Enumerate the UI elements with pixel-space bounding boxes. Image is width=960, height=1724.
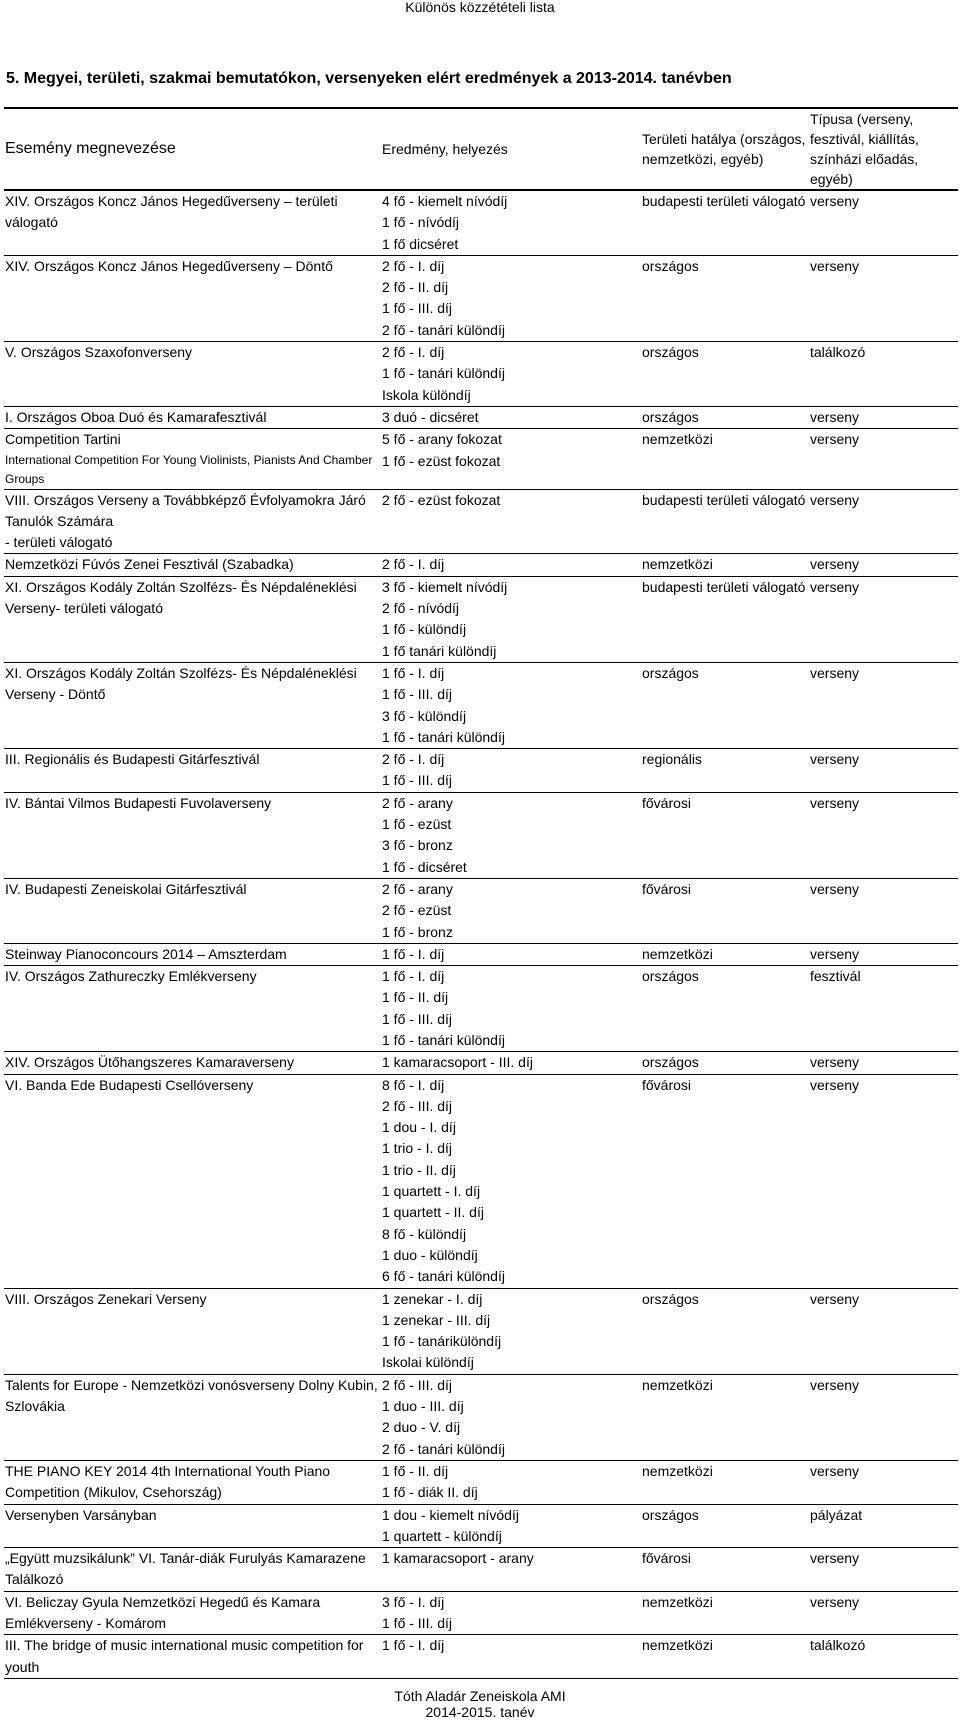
event-name-text: „Együtt muzsikálunk” VI. Tanár-diák Furulyás Kamarazene Találkozó	[5, 1550, 366, 1588]
table-row	[4, 554, 958, 576]
event-name	[4, 429, 381, 489]
event-name	[4, 406, 381, 428]
event-type: verseny	[809, 576, 958, 662]
result-item: 1 fő - nívódíj	[382, 214, 460, 231]
result-item: 1 fő - tanárikülöndíj	[382, 1333, 502, 1350]
event-scope: nemzetközi	[641, 1460, 809, 1504]
event-scope: országos	[641, 1288, 809, 1374]
result-item: 1 fő - I. díj	[382, 1637, 445, 1654]
result-list	[381, 554, 641, 576]
result-item: 2 fő - tanári különdíj	[382, 1440, 505, 1457]
result-item: 6 fő - tanári különdíj	[382, 1268, 505, 1285]
event-name-text: XI. Országos Kodály Zoltán Szolfézs- És Népdaléneklési Verseny - Döntő	[5, 664, 357, 703]
table-row	[4, 342, 958, 407]
result-item: 2 fő - III. díj	[382, 1097, 453, 1114]
event-name-text: XI. Országos Kodály Zoltán Szolfézs- És Népdaléneklési Verseny- területi válogató	[5, 578, 357, 617]
result-item: 5 fő - arany fokozat	[382, 431, 502, 448]
event-name	[4, 576, 381, 662]
result-list	[381, 489, 641, 554]
event-scope: nemzetközi	[641, 554, 809, 576]
event-scope: nemzetközi	[641, 1591, 809, 1635]
result-item: 1 trio - I. díj	[382, 1140, 453, 1157]
event-scope: budapesti területi válogató	[641, 489, 809, 554]
table-row	[4, 1504, 958, 1548]
result-item: 1 fő tanári különdíj	[382, 642, 497, 659]
event-scope: országos	[641, 1504, 809, 1548]
event-type: verseny	[809, 255, 958, 341]
result-item: 1 kamaracsoport - III. díj	[382, 1054, 533, 1071]
event-type: verseny	[809, 1591, 958, 1635]
table-row	[4, 1074, 958, 1288]
result-item: 1 kamaracsoport - arany	[382, 1550, 534, 1567]
result-item: 1 quartett - II. díj	[382, 1204, 484, 1221]
result-item: 1 zenekar - III. díj	[382, 1311, 491, 1328]
event-name-text: Competition Tartini	[5, 431, 121, 448]
result-list	[381, 1288, 641, 1374]
result-list	[381, 576, 641, 662]
result-item: 1 fő - tanári különdíj	[382, 728, 505, 745]
event-type: verseny	[809, 1374, 958, 1460]
event-scope: országos	[641, 662, 809, 748]
result-list	[381, 1460, 641, 1504]
result-item: 3 fő - kiemelt nívódíj	[382, 578, 508, 595]
result-list	[381, 1052, 641, 1074]
event-type: fesztivál	[809, 966, 958, 1052]
event-scope: nemzetközi	[641, 429, 809, 489]
result-item: 2 fő - arany	[382, 880, 453, 897]
table-header-row	[4, 108, 958, 190]
event-scope: nemzetközi	[641, 1635, 809, 1679]
column-header-event: Esemény megnevezése	[4, 108, 381, 190]
table-row	[4, 1548, 958, 1592]
event-scope: regionális	[641, 749, 809, 793]
event-name	[4, 1548, 381, 1592]
event-scope: országos	[641, 342, 809, 407]
event-type: verseny	[809, 406, 958, 428]
section-title: 5. Megyei, területi, szakmai bemutatókon, versenyeken elért eredmények a 2013-2014. tanévben	[6, 70, 732, 87]
event-type: verseny	[809, 1052, 958, 1074]
result-item: 1 fő - III. díj	[382, 1615, 453, 1631]
footer-school-year: 2014-2015. tanév	[425, 1704, 535, 1720]
event-name	[4, 878, 381, 943]
table-row	[4, 576, 958, 662]
event-name	[4, 749, 381, 793]
event-type: verseny	[809, 749, 958, 793]
table-row	[4, 429, 958, 489]
result-list	[381, 1504, 641, 1548]
result-list	[381, 792, 641, 878]
event-type: verseny	[809, 1288, 958, 1374]
event-name-text: IV. Bántai Vilmos Budapesti Fuvolaverseny	[5, 794, 272, 811]
result-item: 3 fő - bronz	[382, 837, 453, 854]
event-name	[4, 554, 381, 576]
result-item: 3 fő - I. díj	[382, 1593, 445, 1610]
event-name-text: XIV. Országos Koncz János Hegedűverseny – Döntő	[5, 257, 333, 274]
table-row	[4, 489, 958, 554]
result-list	[381, 1374, 641, 1460]
result-list	[381, 342, 641, 407]
event-type: verseny	[809, 429, 958, 489]
result-item: 8 fő - különdíj	[382, 1225, 467, 1242]
page-header: Különös közzétételi lista	[405, 0, 555, 15]
event-name	[4, 792, 381, 878]
event-scope: országos	[641, 966, 809, 1052]
event-name-text: XIV. Országos Ütőhangszeres Kamaraverseny	[5, 1054, 294, 1071]
result-item: 1 zenekar - I. díj	[382, 1290, 483, 1307]
event-name-text: III. Regionális és Budapesti Gitárfesztivál	[5, 751, 260, 768]
table-row	[4, 1591, 958, 1635]
event-type: verseny	[809, 662, 958, 748]
result-list	[381, 1074, 641, 1288]
event-type: verseny	[809, 489, 958, 554]
result-list	[381, 406, 641, 428]
event-name-text: V. Országos Szaxofonverseny	[5, 344, 193, 361]
result-list	[381, 190, 641, 255]
result-item: 1 fő - dicséret	[382, 858, 467, 875]
table-row	[4, 1052, 958, 1074]
event-name-text: VI. Banda Ede Budapesti Csellóverseny	[5, 1076, 254, 1093]
event-name-text: III. The bridge of music international music competition for youth	[5, 1637, 364, 1675]
event-scope: budapesti területi válogató	[641, 190, 809, 255]
result-item: 1 duo - különdíj	[382, 1246, 478, 1263]
table-row	[4, 255, 958, 341]
event-name	[4, 943, 381, 965]
event-name	[4, 489, 381, 554]
result-list	[381, 255, 641, 341]
result-item: 1 fő - ezüst	[382, 816, 452, 833]
event-type: verseny	[809, 792, 958, 878]
result-item: 2 fő - ezüst fokozat	[382, 491, 501, 508]
footer-school-name: Tóth Aladár Zeneiskola AMI	[394, 1688, 566, 1704]
event-name	[4, 1288, 381, 1374]
event-name-text: XIV. Országos Koncz János Hegedűverseny – területi válogató	[5, 193, 338, 231]
result-item: 1 fő - I. díj	[382, 664, 445, 681]
event-name	[4, 1374, 381, 1460]
event-name-text: IV. Országos Zathureczky Emlékverseny	[5, 968, 257, 985]
result-list	[381, 878, 641, 943]
table-row	[4, 406, 958, 428]
footer	[0, 1688, 960, 1720]
result-item: 2 fő - I. díj	[382, 556, 445, 573]
results-table	[4, 107, 958, 1679]
result-item: 1 dou - kiemelt nívódíj	[382, 1506, 519, 1523]
table-row	[4, 878, 958, 943]
event-name	[4, 662, 381, 748]
event-name	[4, 1504, 381, 1548]
event-type: pályázat	[809, 1504, 958, 1548]
result-item: 1 fő - III. díj	[382, 1010, 453, 1027]
event-name-text: IV. Budapesti Zeneiskolai Gitárfesztivál	[5, 880, 247, 897]
event-name	[4, 1591, 381, 1635]
event-name	[4, 1635, 381, 1679]
result-item: 1 fő - III. díj	[382, 686, 453, 703]
event-type: verseny	[809, 878, 958, 943]
event-scope: budapesti területi válogató	[641, 576, 809, 662]
column-header-type: Típusa (verseny, fesztivál, kiállítás, színházi előadás, egyéb)	[809, 108, 958, 190]
result-item: 2 fő - I. díj	[382, 751, 445, 768]
event-scope: fővárosi	[641, 1548, 809, 1592]
event-name-text: Versenyben Varsányban	[5, 1506, 157, 1523]
result-item: 3 duó - dicséret	[382, 408, 479, 425]
result-item: 1 dou - I. díj	[382, 1119, 456, 1136]
event-name-text: Talents for Europe - Nemzetközi vonósverseny Dolny Kubin, Szlovákia	[5, 1376, 378, 1415]
result-item: 2 fő - nívódíj	[382, 600, 460, 617]
event-subtitle: International Competition For Young Violinists, Pianists And Chamber Groups	[5, 452, 373, 486]
result-item: 1 fő - I. díj	[382, 968, 445, 985]
table-row	[4, 966, 958, 1052]
column-header-result: Eredmény, helyezés	[381, 108, 641, 190]
event-scope: fővárosi	[641, 878, 809, 943]
result-list	[381, 966, 641, 1052]
result-item: 3 fő - különdíj	[382, 707, 467, 724]
event-type: verseny	[809, 554, 958, 576]
result-list	[381, 662, 641, 748]
result-list	[381, 1548, 641, 1592]
event-type: találkozó	[809, 1635, 958, 1679]
event-scope: nemzetközi	[641, 1374, 809, 1460]
result-item: 2 duo - V. díj	[382, 1419, 461, 1436]
event-scope: országos	[641, 1052, 809, 1074]
table-row	[4, 662, 958, 748]
result-item: 1 fő - I. díj	[382, 945, 445, 962]
result-list	[381, 429, 641, 489]
result-item: 1 quartett - I. díj	[382, 1183, 481, 1200]
event-name-text: VI. Beliczay Gyula Nemzetközi Hegedű és Kamara Emlékverseny - Komárom	[5, 1593, 321, 1631]
event-type: találkozó	[809, 342, 958, 407]
result-item: 1 fő - tanári különdíj	[382, 365, 505, 382]
event-scope: fővárosi	[641, 792, 809, 878]
event-type: verseny	[809, 190, 958, 255]
result-item: 1 quartett - különdíj	[382, 1527, 502, 1544]
result-item: 1 duo - III. díj	[382, 1398, 464, 1415]
result-item: 1 fő - III. díj	[382, 772, 453, 789]
result-item: Iskolai különdíj	[382, 1354, 474, 1371]
event-name	[4, 190, 381, 255]
event-name-text: THE PIANO KEY 2014 4th International Youth Piano Competition (Mikulov, Csehország)	[5, 1462, 331, 1501]
result-item: 8 fő - I. díj	[382, 1076, 445, 1093]
column-header-scope: Területi hatálya (országos, nemzetközi, egyéb)	[641, 108, 809, 190]
result-item: 1 fő - III. díj	[382, 300, 453, 317]
result-item: 1 fő - ezüst fokozat	[382, 452, 501, 469]
result-item: Iskola különdíj	[382, 386, 471, 403]
event-name	[4, 255, 381, 341]
event-name-text: Nemzetközi Fúvós Zenei Fesztivál (Szabadka)	[5, 556, 294, 573]
result-item: 2 fő - arany	[382, 794, 453, 811]
event-type: verseny	[809, 1074, 958, 1288]
event-name	[4, 1074, 381, 1288]
result-item: 1 fő - bronz	[382, 923, 453, 940]
event-name-text: VIII. Országos Verseny a Továbbképző Évfolyamokra Járó Tanulók Számára - területi válogató	[5, 491, 366, 551]
result-list	[381, 1591, 641, 1635]
table-row	[4, 792, 958, 878]
result-item: 1 fő - diák II. díj	[382, 1484, 478, 1501]
event-type: verseny	[809, 1460, 958, 1504]
table-row	[4, 1635, 958, 1679]
event-name	[4, 966, 381, 1052]
result-item: 2 fő - tanári különdíj	[382, 321, 505, 338]
event-name-text: I. Országos Oboa Duó és Kamarafesztivál	[5, 408, 267, 425]
table-row	[4, 1288, 958, 1374]
table-body	[4, 190, 958, 1678]
event-scope: országos	[641, 406, 809, 428]
event-type: verseny	[809, 1548, 958, 1592]
event-scope: országos	[641, 255, 809, 341]
table-row	[4, 943, 958, 965]
result-item: 1 trio - II. díj	[382, 1161, 456, 1178]
result-item: 1 fő - különdíj	[382, 621, 467, 638]
event-name-text: VIII. Országos Zenekari Verseny	[5, 1290, 207, 1307]
result-item: 4 fő - kiemelt nívódíj	[382, 193, 508, 209]
result-item: 2 fő - I. díj	[382, 257, 445, 274]
event-scope: fővárosi	[641, 1074, 809, 1288]
event-type: verseny	[809, 943, 958, 965]
table-row	[4, 749, 958, 793]
result-list	[381, 749, 641, 793]
result-item: 1 fő dicséret	[382, 235, 459, 252]
event-name	[4, 1460, 381, 1504]
table-row	[4, 1374, 958, 1460]
event-scope: nemzetközi	[641, 943, 809, 965]
result-list	[381, 1635, 641, 1679]
result-item: 2 fő - ezüst	[382, 902, 452, 919]
result-list	[381, 943, 641, 965]
result-item: 1 fő - tanári különdíj	[382, 1031, 505, 1048]
event-name	[4, 1052, 381, 1074]
table-row	[4, 1460, 958, 1504]
result-item: 2 fő - I. díj	[382, 344, 445, 361]
result-item: 2 fő - III. díj	[382, 1376, 453, 1393]
result-item: 2 fő - II. díj	[382, 279, 449, 296]
result-item: 1 fő - II. díj	[382, 989, 449, 1006]
event-name	[4, 342, 381, 407]
event-name-text: Steinway Pianoconcours 2014 – Amszterdam	[5, 945, 287, 962]
result-item: 1 fő - II. díj	[382, 1462, 449, 1479]
table-row	[4, 190, 958, 255]
